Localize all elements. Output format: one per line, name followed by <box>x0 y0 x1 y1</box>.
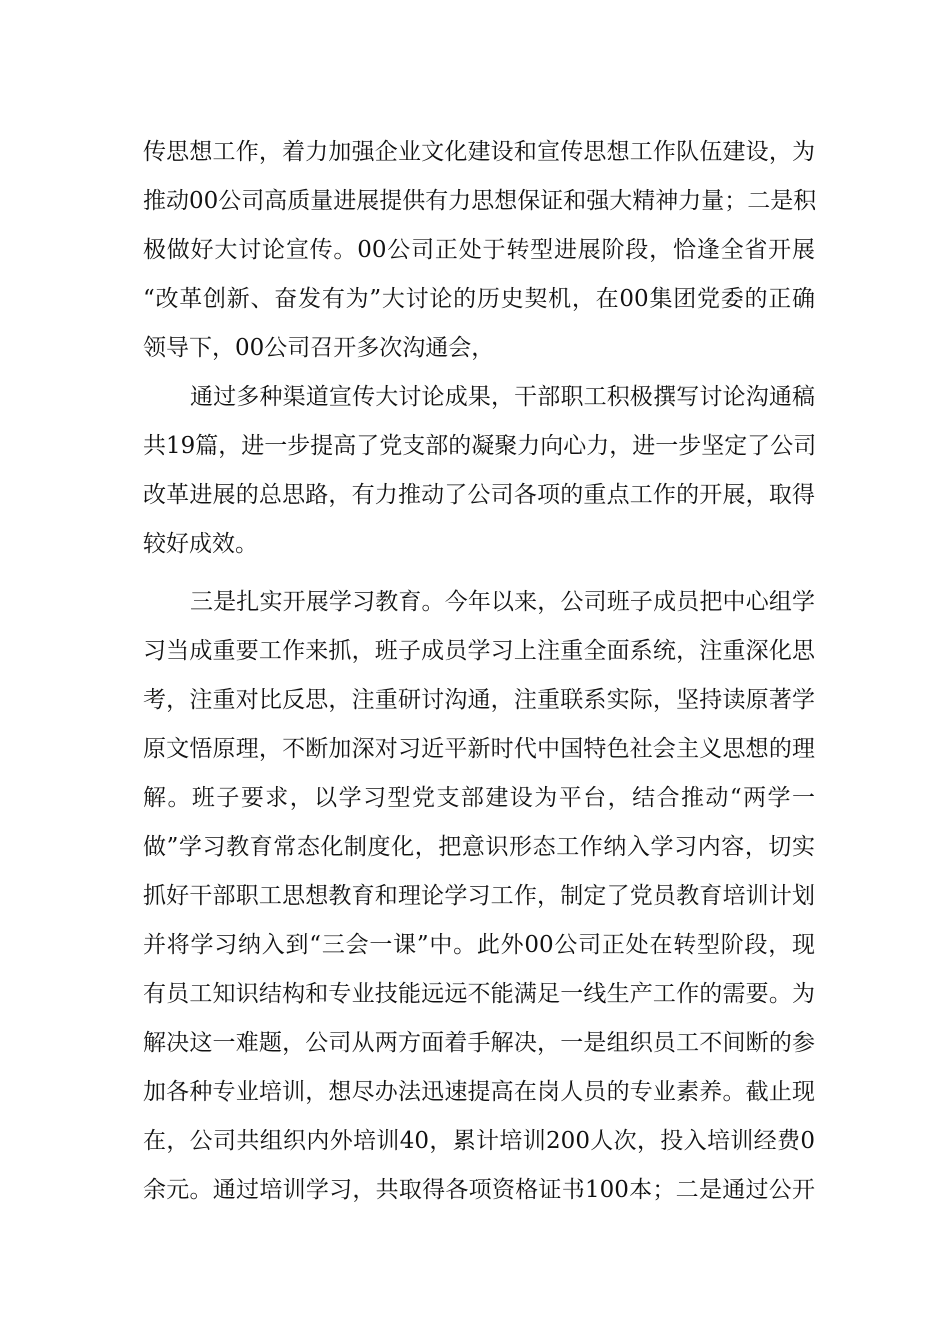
paragraph-3-line-4: 原文悟原理，不断加深对习近平新时代中国特色社会主义思想的理 <box>143 736 815 762</box>
paragraph-2-line-1: 通过多种渠道宣传大讨论成果，干部职工积极撰写讨论沟通稿 <box>190 384 815 410</box>
paragraph-1-line-3: 极做好大讨论宣传。00公司正处于转型进展阶段，恰逢全省开展 <box>143 237 815 263</box>
paragraph-3-line-1: 三是扎实开展学习教育。今年以来，公司班子成员把中心组学 <box>190 589 815 615</box>
paragraph-3-line-10: 解决这一难题，公司从两方面着手解决，一是组织员工不间断的参 <box>143 1030 815 1056</box>
paragraph-1-line-2: 推动00公司高质量进展提供有力思想保证和强大精神力量；二是积 <box>143 188 817 214</box>
paragraph-2-line-2: 共19篇，进一步提高了党支部的凝聚力向心力，进一步坚定了公司 <box>143 433 817 459</box>
paragraph-3-line-12: 在，公司共组织内外培训40，累计培训200人次，投入培训经费0 <box>143 1128 815 1154</box>
paragraph-3-line-3: 考，注重对比反思，注重研讨沟通，注重联系实际，坚持读原著学 <box>143 687 815 713</box>
paragraph-1-line-5: 领导下，00公司召开多次沟通会， <box>143 335 495 361</box>
paragraph-2-line-3: 改革进展的总思路，有力推动了公司各项的重点工作的开展，取得 <box>143 482 815 508</box>
paragraph-2-line-4: 较好成效。 <box>143 531 258 557</box>
paragraph-3-line-2: 习当成重要工作来抓，班子成员学习上注重全面系统，注重深化思 <box>143 638 815 664</box>
paragraph-1-line-4: “改革创新、奋发有为”大讨论的历史契机，在00集团党委的正确 <box>143 286 815 312</box>
paragraph-3-line-13: 余元。通过培训学习，共取得各项资格证书100本；二是通过公开 <box>143 1177 815 1203</box>
paragraph-3-line-8: 并将学习纳入到“三会一课”中。此外00公司正处在转型阶段，现 <box>143 932 815 958</box>
paragraph-1-line-1: 传思想工作，着力加强企业文化建设和宣传思想工作队伍建设，为 <box>143 139 815 165</box>
paragraph-3-line-6: 做”学习教育常态化制度化，把意识形态工作纳入学习内容，切实 <box>143 834 815 860</box>
paragraph-3-line-7: 抓好干部职工思想教育和理论学习工作，制定了党员教育培训计划 <box>143 883 815 909</box>
paragraph-3-line-5: 解。班子要求，以学习型党支部建设为平台，结合推动“两学一 <box>143 785 815 811</box>
paragraph-3-line-11: 加各种专业培训，想尽办法迅速提高在岗人员的专业素养。截止现 <box>143 1079 815 1105</box>
paragraph-3-line-9: 有员工知识结构和专业技能远远不能满足一线生产工作的需要。为 <box>143 981 815 1007</box>
